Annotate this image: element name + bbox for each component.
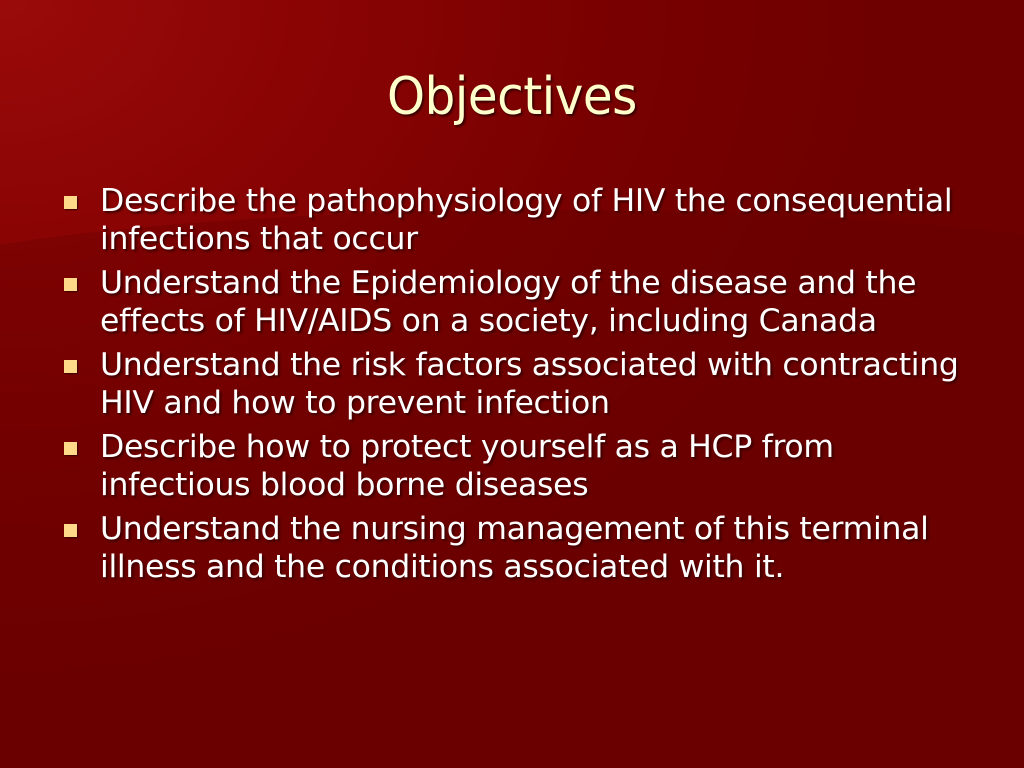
list-item-text: Understand the risk factors associated with contracting HIV and how to prevent infection: [100, 347, 959, 421]
square-bullet-icon: [64, 524, 77, 537]
square-bullet-icon: [64, 278, 77, 291]
square-bullet-icon: [64, 196, 77, 209]
square-bullet-icon: [64, 442, 77, 455]
list-item-text: Describe the pathophysiology of HIV the consequential infections that occur: [100, 183, 953, 257]
list-item-text: Describe how to protect yourself as a HCP from infectious blood borne diseases: [100, 429, 834, 503]
objectives-list: [62, 182, 982, 592]
list-item: [62, 510, 982, 586]
square-bullet-icon: [64, 360, 77, 373]
list-item-text: Understand the nursing management of this terminal illness and the conditions associated with it.: [100, 511, 929, 585]
list-item: [62, 264, 982, 340]
list-item: [62, 182, 982, 258]
list-item-text: Understand the Epidemiology of the disease and the effects of HIV/AIDS on a society, including Canada: [100, 265, 917, 339]
slide-title: Objectives: [387, 67, 637, 127]
list-item: [62, 428, 982, 504]
list-item: [62, 346, 982, 422]
